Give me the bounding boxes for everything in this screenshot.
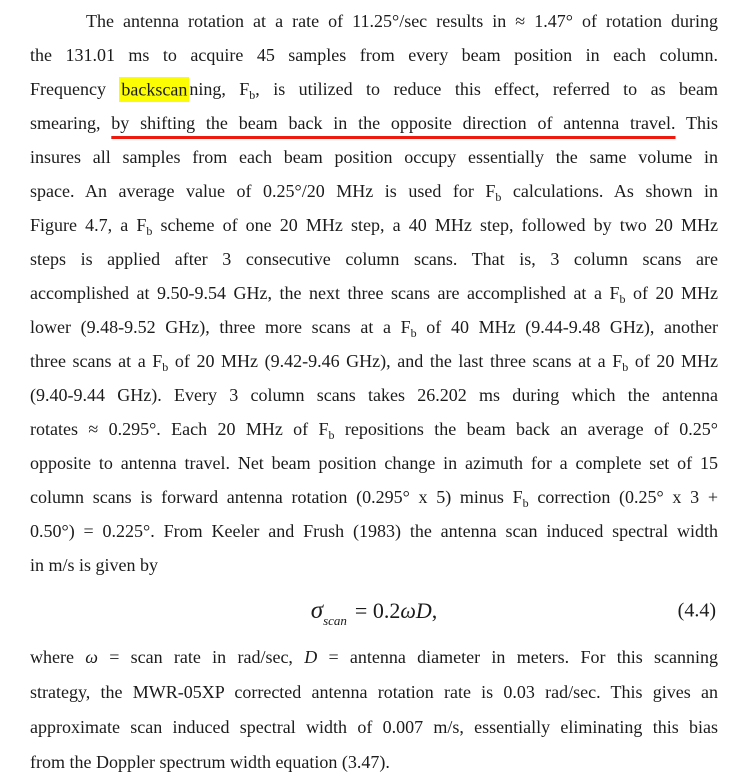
subscript-text: b: [249, 88, 256, 102]
text-segment: steps is applied after 3 consecutive column scans. That is, 3 column scans are: [30, 249, 718, 269]
text-segment: three scans at a F: [30, 351, 163, 371]
text-segment: The antenna rotation at a rate of 11.25°/sec results in ≈ 1.47° of rotation during: [86, 11, 718, 31]
text-line: [30, 38, 718, 72]
text-line: [30, 242, 718, 276]
subscript-text: b: [522, 496, 529, 510]
text-line: [30, 344, 718, 378]
yellow-highlighted-text: backscan: [119, 77, 189, 102]
text-line: [30, 140, 718, 174]
equation: [310, 597, 438, 628]
text-segment: of 20 MHz (9.42-9.46 GHz), and the last three scans at a F: [168, 351, 623, 371]
text-segment: approximate scan induced spectral width of 0.007 m/s, essentially eliminating this bias: [30, 717, 718, 737]
paragraph-1: [30, 4, 718, 582]
text-segment: repositions the beam back an average of 0.25°: [334, 419, 718, 439]
text-line: [30, 4, 718, 38]
text-line: [30, 310, 718, 344]
text-segment: Figure 4.7, a F: [30, 215, 147, 235]
text-segment: insures all samples from each beam position occupy essentially the same volume in: [30, 147, 718, 167]
equation-rhs-italic: ωD: [400, 598, 432, 623]
text-line: [30, 276, 718, 310]
text-line: [30, 710, 718, 745]
text-segment: column scans is forward antenna rotation (0.295° x 5) minus F: [30, 487, 523, 507]
subscript-text: b: [495, 190, 502, 204]
text-segment: strategy, the MWR-05XP corrected antenna rotation rate is 0.03 rad/sec. This gives an: [30, 682, 718, 702]
text-line: [30, 446, 718, 480]
text-segment: lower (9.48-9.52 GHz), three more scans at a F: [30, 317, 411, 337]
text-line: [30, 412, 718, 446]
paragraph-2: [30, 640, 718, 780]
text-segment: This: [675, 113, 718, 133]
text-segment: (9.40-9.44 GHz). Every 3 column scans takes 26.202 ms during which the antenna: [30, 385, 718, 405]
subscript-text: b: [162, 360, 169, 374]
text-segment: opposite to antenna travel. Net beam position change in azimuth for a complete set of 15: [30, 453, 718, 473]
text-segment: in m/s is given by: [30, 555, 159, 575]
text-line: [30, 106, 718, 140]
text-segment: of 20 MHz: [628, 351, 719, 371]
italic-symbol: D: [304, 647, 318, 667]
text-segment: 0.50°) = 0.225°. From Keeler and Frush (1983) the antenna scan induced spectral width: [30, 521, 718, 541]
text-line: [30, 208, 718, 242]
text-segment: the 131.01 ms to acquire 45 samples from every beam position in each column.: [30, 45, 718, 65]
subscript-text: b: [622, 360, 629, 374]
text-segment: ning, F: [189, 79, 250, 99]
subscript-text: b: [619, 292, 626, 306]
text-segment: of 20 MHz: [625, 283, 718, 303]
sigma-subscript: scan: [323, 613, 347, 628]
text-line: [30, 378, 718, 412]
sigma-symbol: σ: [310, 597, 324, 624]
text-line: [30, 640, 718, 675]
equation-comma: ,: [431, 598, 438, 623]
text-segment: scheme of one 20 MHz step, a 40 MHz step, followed by two 20 MHz: [152, 215, 719, 235]
text-segment: rotates ≈ 0.295°. Each 20 MHz of F: [30, 419, 329, 439]
text-line: [30, 745, 718, 780]
equation-rhs-upright: = 0.2: [354, 598, 401, 623]
red-underlined-text: by shifting the beam back in the opposite direction of antenna travel.: [111, 113, 676, 133]
italic-symbol: ω: [85, 647, 98, 667]
text-segment: smearing,: [30, 113, 112, 133]
equation-number: (4.4): [677, 599, 716, 622]
text-segment: correction (0.25° x 3 +: [528, 487, 718, 507]
text-line: [30, 675, 718, 710]
text-segment: = antenna diameter in meters. For this scanning: [317, 647, 718, 667]
text-segment: from the Doppler spectrum width equation (3.47).: [30, 752, 390, 772]
text-line: [30, 480, 718, 514]
text-segment: where: [30, 647, 86, 667]
equation-row: [30, 582, 718, 640]
text-segment: of 40 MHz (9.44-9.48 GHz), another: [416, 317, 719, 337]
text-segment: Frequency: [30, 79, 120, 99]
text-line: [30, 548, 718, 582]
text-line: [30, 514, 718, 548]
subscript-text: b: [328, 428, 335, 442]
text-segment: calculations. As shown in: [501, 181, 718, 201]
text-line: [30, 174, 718, 208]
subscript-text: b: [146, 224, 153, 238]
text-segment: accomplished at 9.50-9.54 GHz, the next three scans are accomplished at a F: [30, 283, 620, 303]
text-segment: , is utilized to reduce this effect, referred to as beam: [255, 79, 718, 99]
text-segment: space. An average value of 0.25°/20 MHz is used for F: [30, 181, 496, 201]
text-line: [30, 72, 718, 106]
text-segment: = scan rate in rad/sec,: [97, 647, 305, 667]
subscript-text: b: [410, 326, 417, 340]
